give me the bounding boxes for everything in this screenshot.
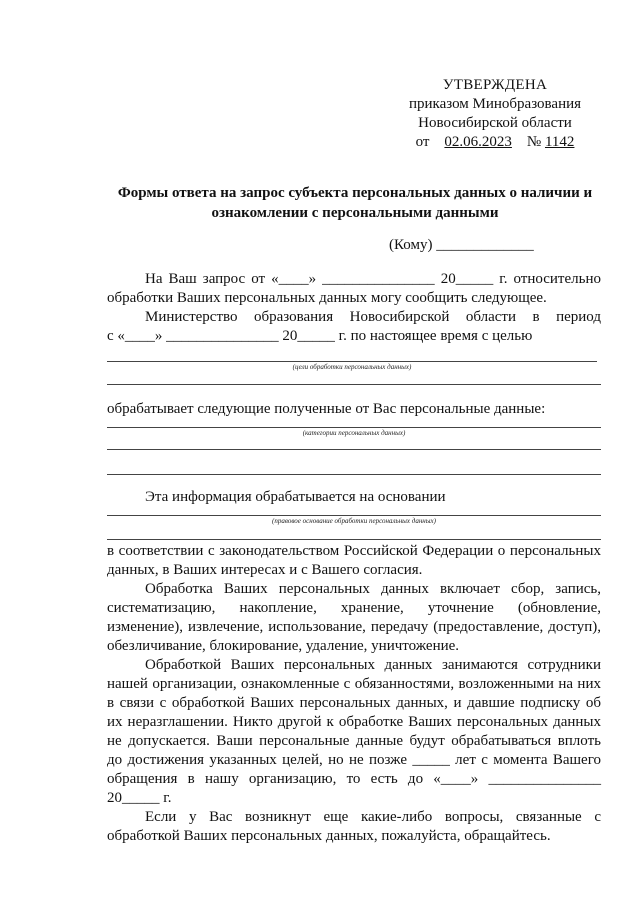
intro-paragraph bbox=[107, 270, 601, 346]
basis-blank-line bbox=[107, 515, 601, 516]
purpose-caption: (цели обработки персональных данных) bbox=[292, 363, 412, 371]
document-title bbox=[100, 183, 610, 223]
questions-paragraph bbox=[107, 808, 601, 846]
purpose-blank-line bbox=[107, 361, 597, 362]
purpose-blank-line-2 bbox=[107, 384, 601, 385]
law-line-1: в соответствии с законодательством Российской Федерации о персональных bbox=[107, 543, 601, 559]
processes-line: обрабатывает следующие полученные от Вас персональные данные: bbox=[107, 401, 546, 417]
intro-line-1: На Ваш запрос от «____» _______________ 20_____ г. относительно bbox=[145, 271, 601, 287]
staff-line-5: не допускается. Ваши персональные данные будут обрабатываться вплоть bbox=[107, 733, 601, 749]
staff-line-4: их неразглашении. Никто другой к обработке Ваших персональных данных bbox=[107, 714, 601, 730]
addressee-line: (Кому) _____________ bbox=[389, 237, 534, 253]
processing-paragraph bbox=[107, 580, 601, 656]
approval-number-sign: № bbox=[526, 134, 542, 150]
approval-date: 02.06.2023 bbox=[444, 134, 512, 150]
staff-line-2: нашей организации, ознакомленные с обязанностями, возложенными на них bbox=[107, 676, 601, 692]
approval-line-2: Новосибирской области bbox=[418, 115, 572, 131]
processing-line-4: обезличивание, блокирование, удаление, уничтожение. bbox=[107, 638, 460, 654]
approval-line-1: приказом Минобразования bbox=[408, 96, 582, 112]
legal-basis-caption: (правовое основание обработки персональных данных) bbox=[272, 517, 436, 525]
categories-blank-line-3 bbox=[107, 474, 601, 475]
basis-line: Эта информация обрабатывается на основании bbox=[145, 489, 446, 505]
law-line-2: данных, в Ваших интересах и с Вашего согласия. bbox=[107, 562, 423, 578]
staff-line-3: в связи с обработкой Ваших персональных данных, и давшие подписку об bbox=[107, 695, 601, 711]
intro-line-4: с «____» _______________ 20_____ г. по настоящее время с целью bbox=[107, 328, 533, 344]
staff-line-8: 20_____ г. bbox=[107, 790, 172, 806]
staff-line-6: до достижения указанных целей, но не позже _____ лет с момента Вашего bbox=[107, 752, 601, 768]
processing-line-1: Обработка Ваших персональных данных включает сбор, запись, bbox=[145, 581, 601, 597]
categories-blank-line-2 bbox=[107, 449, 601, 450]
law-paragraph bbox=[107, 542, 601, 580]
intro-line-2: обработки Ваших персональных данных могу сообщить следующее. bbox=[107, 290, 547, 306]
questions-line-1: Если у Вас возникнут еще какие-либо вопросы, связанные с bbox=[145, 809, 601, 825]
processing-line-3: изменение), извлечение, использование, передачу (предоставление, доступ), bbox=[107, 619, 601, 635]
basis-blank-line-2 bbox=[107, 539, 601, 540]
approval-block bbox=[395, 76, 595, 152]
approval-date-line bbox=[395, 133, 595, 152]
categories-caption: (категории персональных данных) bbox=[302, 429, 406, 437]
approval-word: УТВЕРЖДЕНА bbox=[442, 77, 548, 93]
title-line-1: Формы ответа на запрос субъекта персональных данных о наличии и bbox=[117, 185, 593, 201]
approval-from: от bbox=[415, 134, 430, 150]
processing-line-2: систематизацию, накопление, хранение, уточнение (обновление, bbox=[107, 600, 601, 616]
approval-number: 1142 bbox=[544, 134, 575, 150]
questions-line-2: обработкой Ваших персональных данных, пожалуйста, обращайтесь. bbox=[107, 828, 551, 844]
intro-line-3: Министерство образования Новосибирской области в период bbox=[145, 309, 601, 325]
staff-line-1: Обработкой Ваших персональных данных занимаются сотрудники bbox=[145, 657, 601, 673]
categories-blank-line bbox=[107, 427, 601, 428]
staff-paragraph bbox=[107, 656, 601, 808]
title-line-2: ознакомлении с персональными данными bbox=[211, 205, 499, 221]
staff-line-7: обращения в нашу организацию, то есть до «____» _______________ bbox=[107, 771, 601, 787]
